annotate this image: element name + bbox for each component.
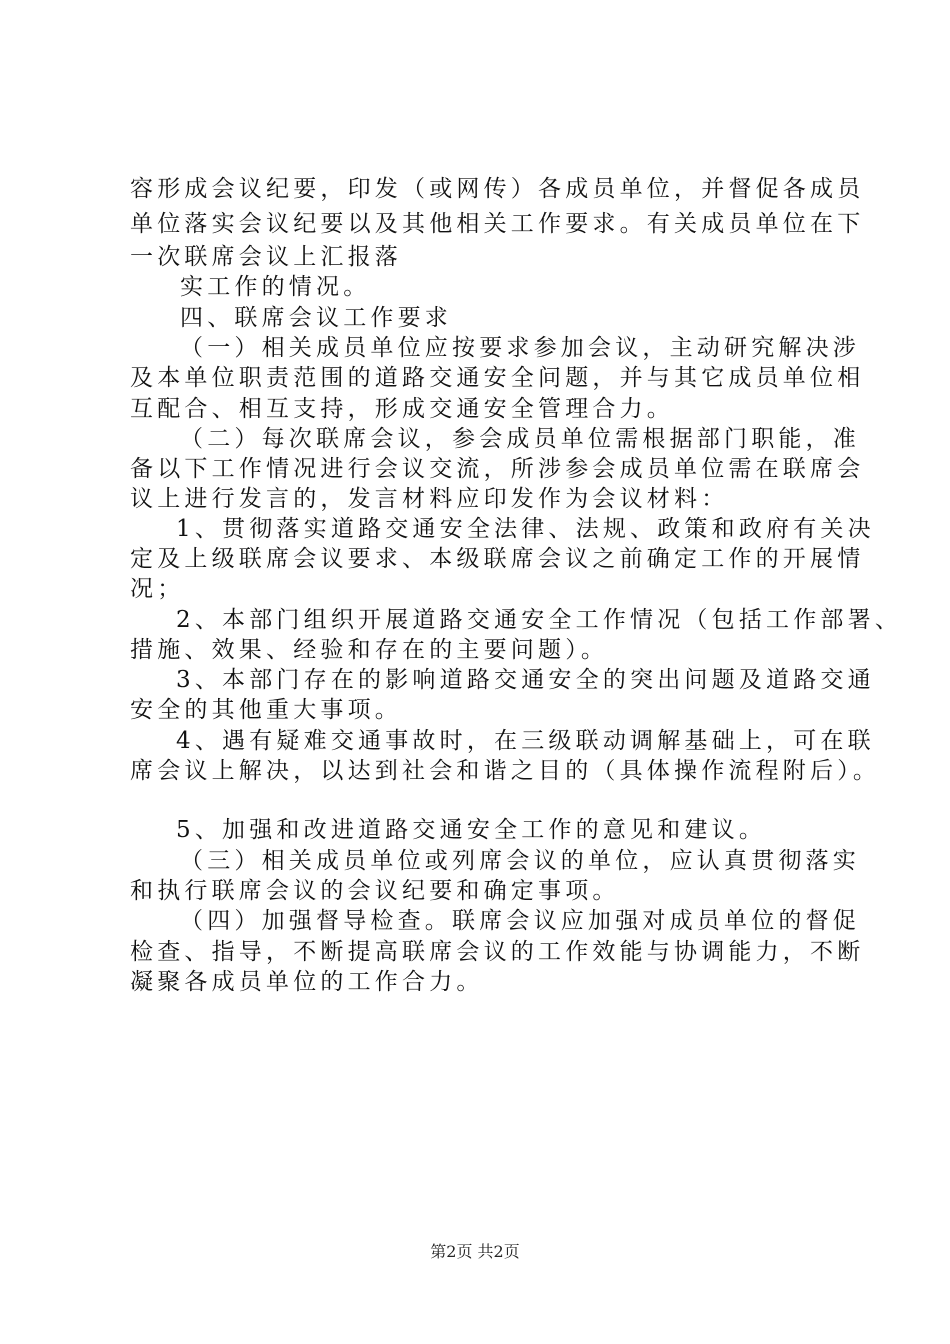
body-line: 凝聚各成员单位的工作合力。 [130,969,484,995]
body-line: 议上进行发言的，发言材料应印发作为会议材料： [130,486,729,512]
body-line: 一次联席会议上汇报落 [130,244,402,270]
body-line: 备以下工作情况进行会议交流，所涉参会成员单位需在联席会 [130,456,865,482]
body-line: （四）加强督导检查。联席会议应加强对成员单位的督促 [180,908,860,934]
body-line: 定及上级联席会议要求、本级联席会议之前确定工作的开展情 [130,546,865,572]
body-line: 况； [130,576,185,602]
body-line: 实工作的情况。 [180,274,371,300]
body-line: 互配合、相互支持，形成交通安全管理合力。 [130,396,674,422]
body-line: 1、贯彻落实道路交通安全法律、法规、政策和政府有关决 [176,516,875,542]
body-line: （二）每次联席会议，参会成员单位需根据部门职能，准 [180,426,860,452]
body-line: 席会议上解决，以达到社会和谐之目的（具体操作流程附后）。 [130,758,881,784]
page-number-footer: 第2页 共2页 [430,1242,520,1261]
body-line: 措施、效果、经验和存在的主要问题）。 [130,637,609,663]
body-line: 5、加强和改进道路交通安全工作的意见和建议。 [176,817,767,843]
body-line: 3、本部门存在的影响道路交通安全的突出问题及道路交通 [176,667,875,693]
body-line: （三）相关成员单位或列席会议的单位，应认真贯彻落实 [180,848,860,874]
body-line: 和执行联席会议的会议纪要和确定事项。 [130,878,620,904]
body-line: 单位落实会议纪要以及其他相关工作要求。有关成员单位在下 [130,211,865,237]
body-line: 容形成会议纪要，印发（或网传）各成员单位，并督促各成员 [130,176,865,202]
body-line: 检查、指导，不断提高联席会议的工作效能与协调能力，不断 [130,939,865,965]
body-line: 2、本部门组织开展道路交通安全工作情况（包括工作部署、 [176,607,903,633]
section-heading: 四、联席会议工作要求 [180,305,452,331]
body-line: 4、遇有疑难交通事故时，在三级联动调解基础上，可在联 [176,728,875,754]
body-line: 安全的其他重大事项。 [130,697,402,723]
body-line: 及本单位职责范围的道路交通安全问题，并与其它成员单位相 [130,365,865,391]
body-line: （一）相关成员单位应按要求参加会议，主动研究解决涉 [180,335,860,361]
